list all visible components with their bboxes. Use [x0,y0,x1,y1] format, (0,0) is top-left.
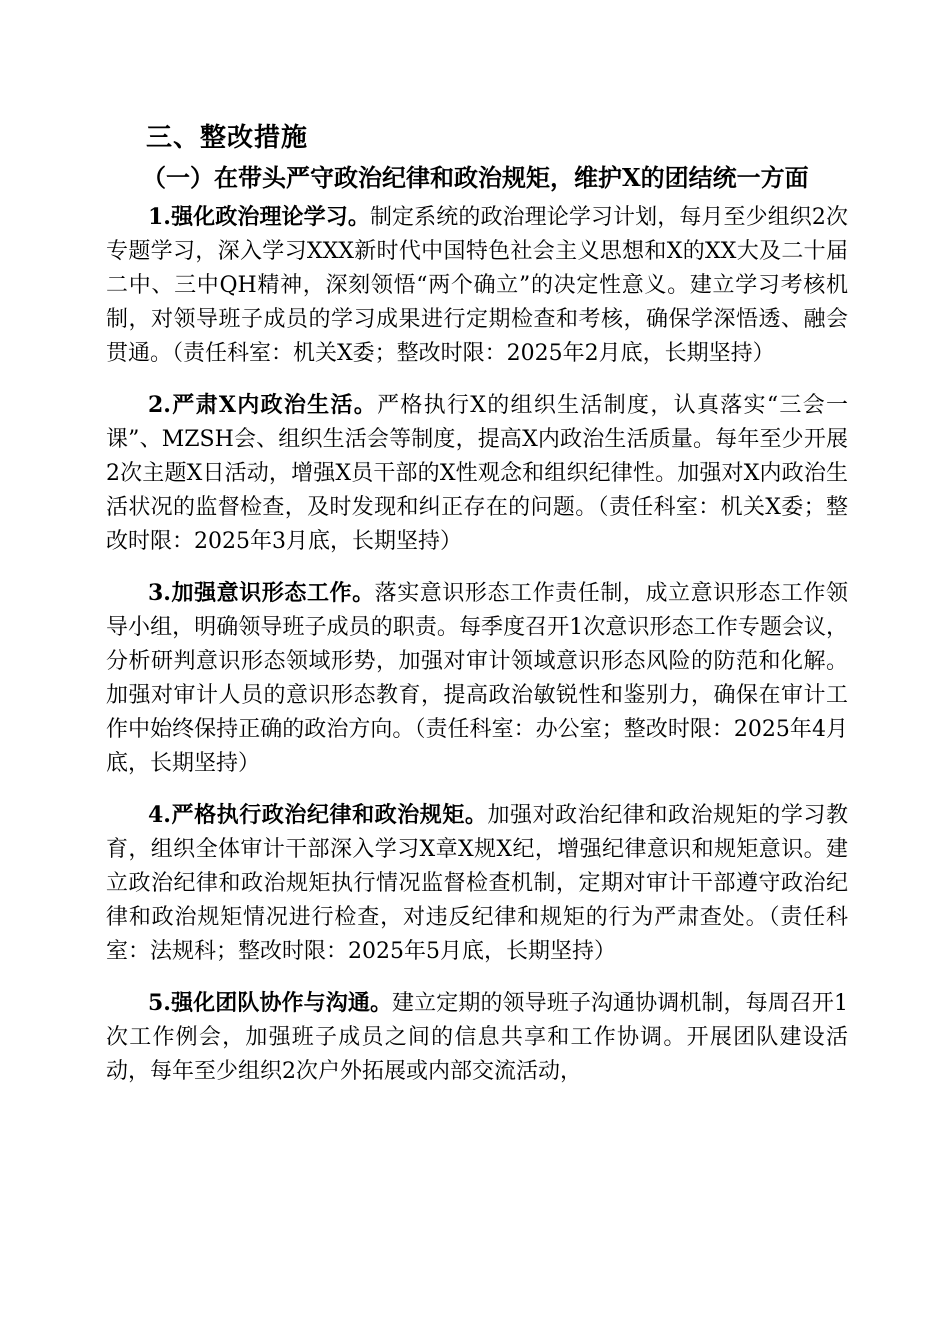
measure-item-4 [106,798,848,969]
measure-item-3 [106,576,848,781]
measure-title: 2.严肃X内政治生活。 [148,392,378,418]
measure-text: 加强对政治纪律和政治规矩的学习教育，组织全体审计干部深入学习X章X规X纪，增强纪律意识和规矩意识。建立政治纪律和政治规矩执行情况监督检查机制，定期对审计干部遵守政治纪律和政治规矩情况进行检查，对违反纪律和规矩的行为严肃查处。（责任科室：法规科；整改时限：2025年5月底，长期坚持） [106,803,848,964]
section-heading: 三、整改措施 [146,123,309,153]
document-body [106,118,848,1106]
sub-heading: （一）在带头严守政治纪律和政治规矩，维护X的团结统一方面 [142,163,809,192]
measure-text: 制定系统的政治理论学习计划，每月至少组织2次专题学习，深入学习XXX新时代中国特色社会主义思想和X的XX大及二十届二中、三中QH精神，深刻领悟“两个确立”的决定性意义。建立学习考核机制，对领导班子成员的学习成果进行定期检查和考核，确保学深悟透、融会贯通。（责任科室：机关X委；整改时限：2025年2月底，长期坚持） [106,205,849,366]
measure-item-5 [106,986,848,1089]
measure-text: 落实意识形态工作责任制，成立意识形态工作领导小组，明确领导班子成员的职责。每季度召开1次意识形态工作专题会议，分析研判意识形态领域形势，加强对审计领域意识形态风险的防范和化解。加强对审计人员的意识形态教育，提高政治敏锐性和鉴别力，确保在审计工作中始终保持正确的政治方向。（责任科室：办公室；整改时限：2025年4月底，长期坚持） [106,581,848,776]
measure-text: 建立定期的领导班子沟通协调机制，每周召开1次工作例会，加强班子成员之间的信息共享和工作协调。开展团队建设活动，每年至少组织2次户外拓展或内部交流活动， [106,991,849,1084]
measure-item-1 [106,200,848,371]
measure-item-2 [106,388,848,559]
measure-title: 3.加强意识形态工作。 [148,580,375,606]
measure-title: 5.强化团队协作与沟通。 [148,990,393,1016]
measure-text: 严格执行X的组织生活制度，认真落实“三会一课”、MZSH会、组织生活会等制度，提高X内政治生活质量。每年至少开展2次主题X日活动，增强X员干部的X性观念和组织纪律性。加强对X内政治生活状况的监督检查，及时发现和纠正存在的问题。（责任科室：机关X委；整改时限：2025年3月底，长期坚持） [106,393,848,554]
measure-title: 4.严格执行政治纪律和政治规矩。 [148,802,488,828]
measure-title: 1.强化政治理论学习。 [148,204,370,230]
